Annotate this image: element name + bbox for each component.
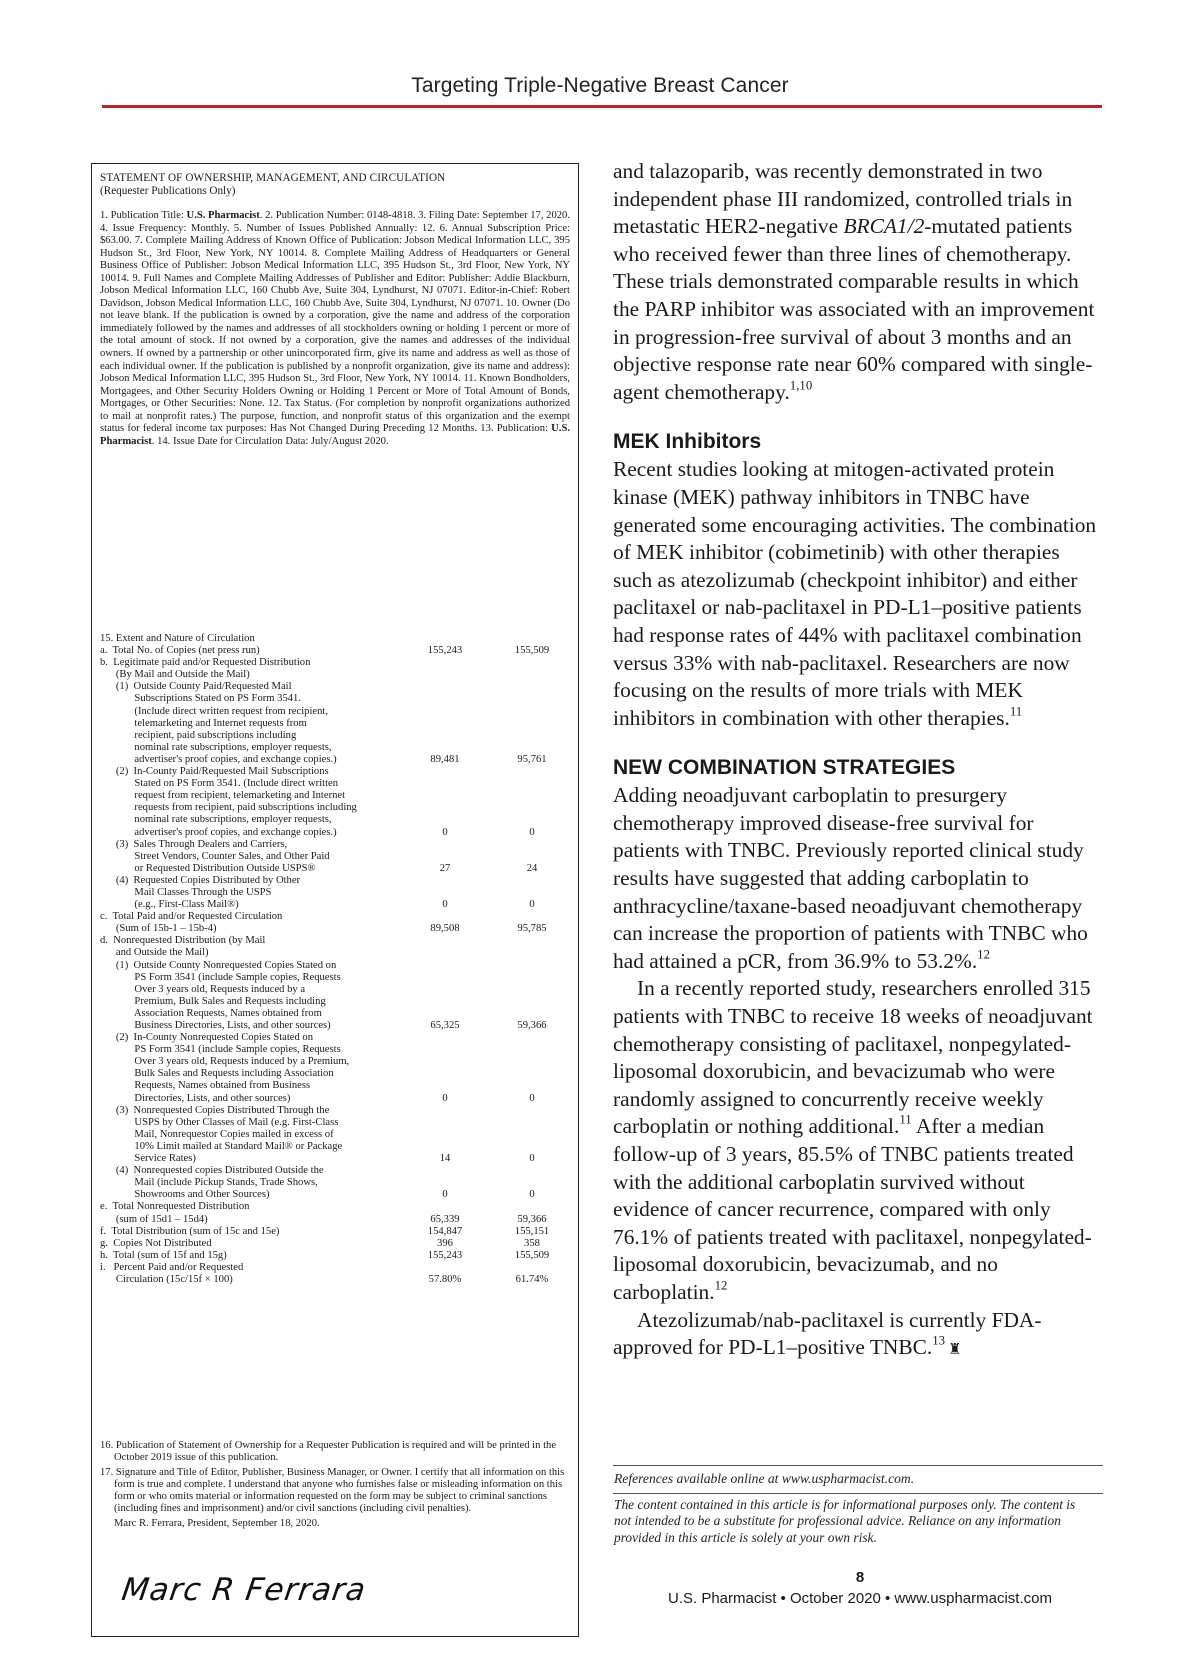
circulation-value-issue: 155,151 (514, 1225, 550, 1237)
item-16: 16. Publication of Statement of Ownership for a Requester Publication is required and will be printed in the October 2019 issue of this publication. (100, 1440, 557, 1464)
article-column (613, 158, 1103, 1365)
circulation-row (100, 1105, 570, 1165)
circulation-value-issue: 155,509 (514, 1249, 550, 1261)
circulation-row-label: (4) Requested Copies Distributed by Other Mail Classes Through the USPS (e.g., First-Class Mail®) (115, 874, 301, 911)
circulation-value-issue: 155,509 (514, 645, 550, 657)
circulation-value-issue: 59,366 (517, 1020, 547, 1031)
disclaimer-rule (613, 1493, 1103, 1494)
text-run: Adding neoadjuvant carboplatin to presurgery chemotherapy improved disease-free survival for patients with TNBC. Previously reported clinical study results have suggested that adding carboplatin to anthracycline/taxane-based neoadjuvant chemotherapy can increase the proportion of patients with TNBC who had attained a pCR, from 36.9% to 53.2%. (613, 783, 1088, 973)
circulation-value-issue: 59,366 (517, 1213, 547, 1225)
intro-text: . 14. Issue Date for Circulation Data: July/August 2020. (151, 435, 389, 447)
circulation-row (100, 645, 570, 657)
circulation-row-label: (1) Outside County Paid/Requested Mail Subscriptions Stated on PS Form 3541. (Include direct written request from recipient, telemarketing and Internet requests from recipient, paid subscriptions including nominal rate subscriptions, employer requests, advertiser's proof copies, and exchange copies.) (115, 681, 337, 765)
circulation-value-issue: 95,761 (517, 753, 547, 765)
text-run: Atezolizumab/nab-paclitaxel is currently FDA-approved for PD-L1–positive TNBC. (613, 1307, 1042, 1360)
page-footer: U.S. Pharmacist • October 2020 • www.uspharmacist.com (668, 1590, 1052, 1607)
circulation-value-average: 89,508 (430, 923, 460, 935)
circulation-row (100, 1250, 570, 1262)
circulation-title: 15. Extent and Nature of Circulation (100, 633, 255, 644)
circulation-value-issue: 0 (529, 1189, 535, 1201)
running-header: Targeting Triple-Negative Breast Cancer (411, 74, 789, 97)
circulation-value-issue: 0 (529, 826, 535, 838)
text-run: and talazoparib, was recently demonstrated in two independent phase III randomized, controlled trials in metastatic HER2-negative (613, 159, 1073, 239)
page-number: 8 (855, 1569, 865, 1586)
citation: 1,10 (789, 378, 813, 393)
circulation-row-label: (2) In-County Nonrequested Copies Stated on PS Form 3541 (include Sample copies, Requests Over 3 years old, Requests induced by a Premium, Bulk Sales and Requests including Association Requests, Names obtained from Business Directories, Lists, and other sources) (115, 1032, 350, 1104)
text-run: -mutated patients who received fewer than three lines of chemotherapy. These trials demonstrated comparable results in which the PARP inhibitor was associated with an improvement in progression-free survival of about 3 months and an objective response rate near 60% compared with single-agent chemotherapy. (613, 214, 1095, 404)
text-run: After a median follow-up of 3 years, 85.5% of TNBC patients treated with the additional carboplatin survived without evidence of cancer recurrence, compared with only 76.1% of patients treated with paclitaxel, nonpegylated-liposomal doxorubicin, bevacizumab, and no carboplatin. (613, 1114, 1092, 1304)
references-rule (613, 1465, 1103, 1466)
paragraph-parp (613, 158, 1103, 406)
paragraph-carboplatin (613, 782, 1103, 975)
circulation-value-average: 57.80% (428, 1273, 462, 1285)
circulation-row-label: (3) Nonrequested Copies Distributed Through the USPS by Other Classes of Mail (e.g. First-Class Mail, Nonrequestor Copies mailed in excess of 10% Limit mailed at Standard Mail® or Package Service Rates) (115, 1104, 343, 1165)
circulation-row (100, 839, 570, 875)
handwritten-signature: Marc R Ferrara (119, 1572, 369, 1608)
circulation-row (100, 1262, 570, 1286)
circulation-row-label: b. Legitimate paid and/or Requested Distribution (By Mail and Outside the Mail) (100, 657, 311, 681)
statement-of-ownership-box (91, 163, 579, 1637)
circulation-value-average: 65,339 (430, 1213, 460, 1225)
end-of-article-icon: ♜ (948, 1342, 962, 1359)
citation: 12 (977, 947, 990, 962)
circulation-row-label: f. Total Distribution (sum of 15c and 15e) (100, 1225, 280, 1237)
circulation-row (100, 960, 570, 1033)
circulation-row-label: g. Copies Not Distributed (100, 1237, 212, 1249)
circulation-value-average: 155,243 (427, 1249, 463, 1261)
circulation-row (100, 766, 570, 839)
circulation-row-label: d. Nonrequested Distribution (by Mail and Outside the Mail) (100, 935, 266, 959)
circulation-value-average: 89,481 (430, 753, 460, 765)
heading-mek-inhibitors: MEK Inhibitors (613, 430, 762, 454)
circulation-value-issue: 358 (524, 1237, 540, 1249)
circulation-row-label: i. Percent Paid and/or Requested Circulation (15c/15f × 100) (100, 1261, 244, 1285)
circulation-value-average: 0 (442, 1189, 448, 1201)
circulation-table (100, 633, 570, 1286)
intro-text: 1. Publication Title: (100, 210, 187, 221)
circulation-row-label: (3) Sales Through Dealers and Carriers, Street Vendors, Counter Sales, and Other Paid or Requested Distribution Outside USPS® (115, 838, 330, 874)
circulation-value-average: 0 (442, 1092, 448, 1104)
citation: 13 (932, 1333, 946, 1348)
circulation-value-issue: 0 (529, 1153, 535, 1165)
citation: 11 (899, 1112, 912, 1127)
circulation-row (100, 935, 570, 959)
circulation-row (100, 911, 570, 935)
paragraph-atezolizumab (613, 1307, 1103, 1365)
citation: 12 (714, 1278, 728, 1293)
intro-text: . 2. Publication Number: 0148-4818. 3. Filing Date: September 17, 2020. 4. Issue Frequency: Monthly. 5. Number of Issues Published Annually: 12. 6. Annual Subscription Price: $63.00. 7. Complete Mailing Address of Known Office of Publication: Jobson Medical Information LLC, 395 Hudson St., 3rd Floor, New York, NY 10014. 8. Complete Mailing Address of Headquarters or General Business Office of Publisher: Jobson Medical Information LLC, 395 Hudson St., 3rd Floor, New York, NY 10014. 9. Full Names and Complete Mailing Addresses of Publisher and Editor: Publisher: Addie Blackburn, Jobson Medical Information LLC, 160 Chubb Ave, Suite 304, Lyndhurst, NJ 07071. Editor-in-Chief: Robert Davidson, Jobson Medical Information LLC, 160 Chubb Ave, Suite 304, Lyndhurst, NJ 07071. 10. Owner (Do not leave blank. If the publication is owned by a corporation, give the name and address of the corporation immediately followed by the names and addresses of all stockholders owning or holding 1 percent or more of the total amount of stock. If not owned by a corporation, give the names and addresses of the individual owners. If owned by a partnership or other unincorporated firm, give its name and address as well as those of each individual owner. If the publication is published by a nonprofit organization, give its name and address): Jobson Medical Information LLC, 395 Hudson St., 3rd Floor, New York, NY 10014. 11. Known Bondholders, Mortgagees, and Other Security Holders Owning or Holding 1 Percent or More of Total Amount of Bonds, Mortgages, or Other Securities: None. 12. Tax Status. (For completion by nonprofit organizations authorized to mail at nonprofit rates.) The purpose, function, and nonprofit status of this organization and the exempt status for federal income tax purposes: Has Not Changed During Preceding 12 Months. 13. Publication: (100, 210, 570, 435)
circulation-row-label: e. Total Nonrequested Distribution (sum of 15d1 – 15d4) (100, 1201, 250, 1225)
text-run: Recent studies looking at mitogen-activated protein kinase (MEK) pathway inhibitors in TNBC have generated some encouraging activities. The combination of MEK inhibitor (cobimetinib) with other therapies such as atezolizumab (checkpoint inhibitor) and either paclitaxel or nab-paclitaxel in PD-L1–positive patients had response rates of 44% with paclitaxel combination versus 33% with nab-paclitaxel. Researchers are now focusing on the results of more trials with MEK inhibitors in combination with other therapies. (613, 457, 1097, 730)
paragraph-mek (613, 456, 1103, 732)
circulation-value-issue: 0 (529, 1092, 535, 1104)
circulation-row-label: c. Total Paid and/or Requested Circulation (Sum of 15b-1 – 15b-4) (100, 911, 283, 935)
publication-name: U.S. Pharmacist (100, 423, 570, 447)
circulation-value-average: 155,243 (427, 645, 463, 657)
statement-intro (100, 210, 570, 448)
gene-name: BRCA1/2 (843, 214, 925, 239)
heading-new-combination: NEW COMBINATION STRATEGIES (613, 756, 956, 780)
header-rule (102, 105, 1102, 108)
circulation-value-issue: 95,785 (517, 923, 547, 935)
circulation-row (100, 1165, 570, 1201)
circulation-value-average: 396 (437, 1237, 453, 1249)
disclaimer: The content contained in this article is for informational purposes only. The content is not intended to be a substitute for professional advice. Reliance on any information provided in this article is solely at your own risk. (614, 1497, 1076, 1545)
paragraph-study (613, 975, 1103, 1306)
statement-title: STATEMENT OF OWNERSHIP, MANAGEMENT, AND CIRCULATION (100, 172, 446, 184)
circulation-row (100, 1032, 570, 1105)
item-17: 17. Signature and Title of Editor, Publisher, Business Manager, or Owner. I certify that all information on this form is true and complete. I understand that anyone who furnishes false or misleading information on this form or who omits material or information requested on the form may be subject to criminal sanctions (including fines and imprisonment) and/or civil sanctions (including civil penalties). (100, 1466, 565, 1515)
circulation-row (100, 875, 570, 911)
signer-line: Marc R. Ferrara, President, September 18, 2020. (114, 1517, 320, 1529)
circulation-row (100, 657, 570, 681)
circulation-value-average: 154,847 (427, 1225, 463, 1237)
circulation-value-average: 14 (439, 1153, 451, 1165)
citation: 11 (1009, 704, 1023, 719)
circulation-row-label: (2) In-County Paid/Requested Mail Subscriptions Stated on PS Form 3541. (Include direct written request from recipient, telemarketing and Internet requests from recipient, paid subscriptions including nominal rate subscriptions, employer requests, advertiser's proof copies, and exchange copies.) (115, 766, 357, 838)
circulation-value-average: 0 (442, 826, 448, 838)
circulation-row-label: (1) Outside County Nonrequested Copies Stated on PS Form 3541 (include Sample copies, Requests Over 3 years old, Requests induced by a Premium, Bulk Sales and Requests including Association Requests, Names obtained from Business Directories, Lists, and other sources) (115, 959, 341, 1031)
circulation-row-label: h. Total (sum of 15f and 15g) (100, 1249, 227, 1261)
circulation-row (100, 1201, 570, 1225)
circulation-row (100, 1238, 570, 1250)
references-note: References available online at www.uspharmacist.com. (614, 1471, 915, 1486)
circulation-value-issue: 61.74% (515, 1273, 549, 1285)
circulation-row (100, 1226, 570, 1238)
text-run: In a recently reported study, researchers enrolled 315 patients with TNBC to receive 18 weeks of neoadjuvant chemotherapy consisting of paclitaxel, nonpegylated-liposomal doxorubicin, and bevacizumab who were randomly assigned to concurrently receive weekly carboplatin or nothing additional. (613, 976, 1093, 1139)
circulation-value-average: 65,325 (430, 1020, 460, 1031)
publication-name: U.S. Pharmacist (186, 210, 260, 221)
statement-heading (100, 172, 570, 198)
circulation-value-average: 0 (442, 899, 448, 911)
circulation-value-average: 27 (439, 862, 451, 874)
statement-footer (100, 1440, 570, 1530)
circulation-row-label: (4) Nonrequested copies Distributed Outside the Mail (include Pickup Stands, Trade Shows, Showrooms and Other Sources) (115, 1165, 324, 1201)
statement-subtitle: (Requester Publications Only) (100, 185, 236, 198)
circulation-row (100, 681, 570, 766)
circulation-value-issue: 0 (529, 899, 535, 911)
circulation-row-label: a. Total No. of Copies (net press run) (100, 645, 260, 657)
circulation-value-issue: 24 (526, 862, 538, 874)
